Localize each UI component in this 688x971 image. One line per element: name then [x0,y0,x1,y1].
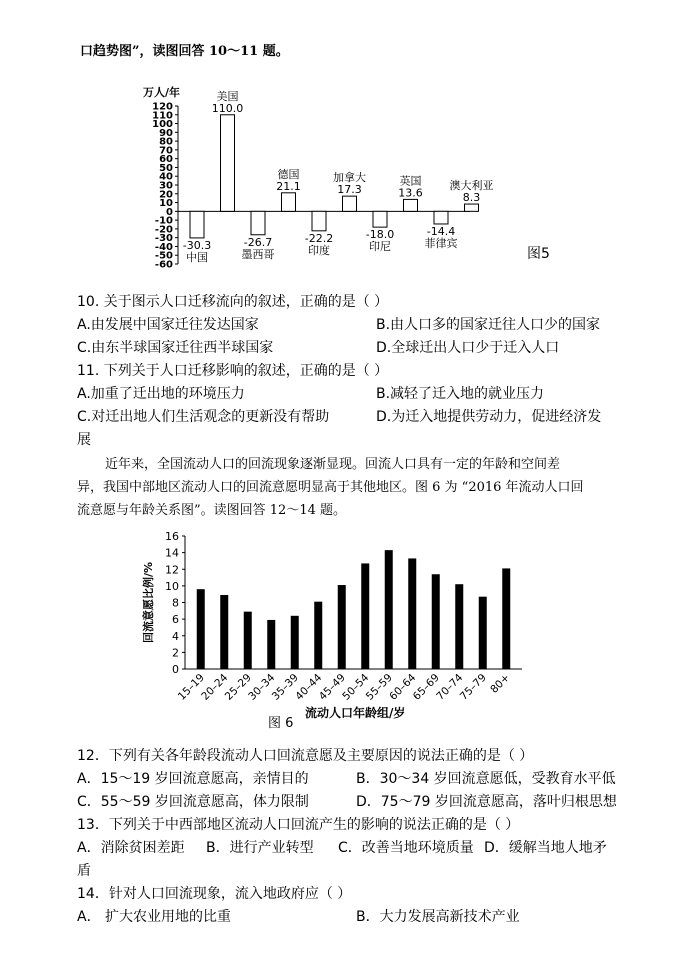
fig6-x-tick-label: 40–44 [293,671,325,703]
q11-option-d: D.为迁入地提供劳动力，促进经济发 [376,409,602,425]
fig6-x-tick-label: 45–49 [316,671,348,703]
q10-option-a: A.由发展中国家迁往发达国家 [77,317,259,333]
fig5-y-tick-label: -50 [154,250,173,262]
fig6-bar [385,550,393,669]
fig5-y-tick-label: 110 [152,110,173,122]
q12-stem: 12．下列有关各年龄段流动人口回流意愿及主要原因的说法正确的是（ ） [77,748,534,764]
fig5-country-label: 墨西哥 [241,247,275,261]
fig6-x-tick-label: 30–34 [246,671,278,703]
fig6-y-tick-label: 2 [172,646,179,660]
figure-5-chart [140,84,510,274]
fig5-value-label: 110.0 [211,101,244,115]
figure-6-chart [140,524,540,724]
fig6-x-tick-label: 25–29 [222,671,254,703]
q14-option-b: B．大力发展高新技术产业 [356,909,520,925]
fig6-x-tick-label: 50–54 [340,671,372,703]
fig6-x-tick-label: 75–79 [457,671,489,703]
fig6-x-tick-label: 35–39 [269,671,301,703]
fig6-bar [479,597,487,669]
fig6-x-tick-label: 15–19 [175,671,207,703]
fig5-bar [251,211,265,234]
fig5-unit-label: 万人/年 [143,86,181,99]
figure-5-label: 图5 [527,246,550,262]
fig5-value-label: 13.6 [398,186,423,200]
fig5-bar [190,211,204,238]
fig5-bar [404,199,418,211]
fig6-x-tick-label: 55–59 [363,671,395,703]
fig6-x-tick-label: 80+ [488,671,513,696]
fig5-y-tick-label: -60 [154,259,173,271]
q13-stem: 13．下列关于中西部地区流动人口回流产生的影响的说法正确的是（ ） [77,817,520,833]
q13-option-b: B．进行产业转型 [206,840,314,856]
q14-stem: 14．针对人口回流现象，流入地政府应（ ） [77,886,352,902]
q13-option-d: D．缓解当地人地矛 [484,840,607,856]
intro-line: 口趋势图”，读图回答 10～11 题。 [80,44,289,59]
fig5-value-label: -22.2 [304,231,334,245]
fig6-bar [220,595,228,669]
fig5-value-label: 17.3 [337,183,362,197]
passage-line-2: 异，我国中部地区流动人口的回流意愿明显高于其他地区。图 6 为 “2016 年流动人口回 [77,480,584,495]
fig5-country-label: 菲律宾 [424,236,458,250]
fig5-y-tick-label: 50 [159,162,173,174]
fig6-y-tick-label: 16 [165,530,179,543]
fig6-bar [314,602,322,669]
q11-option-c: C.对迁出地人们生活观念的更新没有帮助 [77,409,330,425]
q11-option-b: B.减轻了迁入地的就业压力 [376,386,545,402]
fig6-y-tick-label: 10 [165,579,179,593]
fig6-bar [502,568,510,669]
fig6-bar [291,616,299,669]
fig6-x-tick-label: 65–69 [410,671,442,703]
fig5-country-label: 中国 [186,250,208,264]
fig6-x-tick-label: 70–74 [434,671,466,703]
fig6-y-tick-label: 0 [172,663,179,676]
fig6-bar [408,558,416,669]
fig5-value-label: -26.7 [243,235,273,249]
fig5-bar [221,115,235,212]
fig5-bar [312,211,326,230]
fig5-bar [343,196,357,211]
fig5-value-label: -30.3 [182,238,212,252]
fig5-y-tick-label: -40 [154,241,173,253]
q12-option-d: D．75～79 岁回流意愿高，落叶归根思想 [356,794,617,810]
figure-6-label: 图 6 [268,716,294,731]
fig5-country-label: 美国 [216,89,239,103]
fig5-y-tick-label: 60 [159,154,173,166]
q10-option-b: B.由人口多的国家迁往人口少的国家 [376,317,601,333]
fig5-y-tick-label: 0 [166,206,173,218]
fig6-y-tick-label: 12 [165,563,179,577]
fig6-y-tick-label: 14 [165,546,179,560]
passage-line-3: 流意愿与年龄关系图”。读图回答 12～14 题。 [77,503,346,518]
q12-option-c: C．55～59 岁回流意愿高，体力限制 [77,794,309,810]
fig6-bar [432,574,440,669]
fig5-y-tick-label: 90 [159,127,173,139]
q13-option-c: C．改善当地环境质量 [338,840,474,856]
fig6-y-tick-label: 8 [172,596,179,610]
fig5-country-label: 澳大利亚 [449,179,494,193]
fig5-value-label: 21.1 [276,179,301,193]
fig5-bar [465,204,479,211]
fig6-bar [197,589,205,669]
fig6-y-tick-label: 4 [172,629,179,643]
fig5-y-tick-label: 20 [159,189,173,201]
fig6-bar [338,585,346,669]
fig5-y-tick-label: 10 [159,198,173,210]
fig5-value-label: 8.3 [462,191,481,205]
fig5-y-tick-label: -30 [154,233,173,245]
fig5-bar [434,211,448,224]
fig6-bar [361,563,369,669]
fig5-country-label: 印尼 [369,240,391,254]
fig5-value-label: -18.0 [365,228,395,242]
fig5-y-tick-label: 40 [159,171,173,183]
fig6-y-axis-label: 回流意愿比例/% [142,561,155,644]
fig5-y-tick-label: 80 [159,136,173,148]
q13-option-d-continued: 盾 [77,863,91,879]
q11-option-a: A.加重了迁出地的环境压力 [77,386,245,402]
fig6-y-tick-label: 6 [172,613,179,627]
fig5-country-label: 英国 [399,174,422,188]
fig6-x-tick-label: 20–24 [199,671,231,703]
passage-line-1: 近年来，全国流动人口的回流现象逐渐显现。回流人口具有一定的年龄和空间差 [105,457,561,472]
fig6-bar [455,584,463,669]
figure-6-xlabel: 流动人口年龄组/岁 [305,706,406,720]
fig5-y-tick-label: -10 [154,215,173,227]
q14-option-a: A． 扩大农业用地的比重 [77,909,232,925]
q10-option-d: D.全球迁出人口少于迁入人口 [376,340,560,356]
fig5-bar [373,211,387,227]
fig6-x-tick-label: 60–64 [387,671,419,703]
fig5-bar [282,193,296,212]
fig5-y-tick-label: 120 [152,101,173,113]
fig5-value-label: -14.4 [426,224,456,238]
q10-stem: 10. 关于图示人口迁移流向的叙述，正确的是（ ） [77,294,389,310]
fig6-bar [267,620,275,669]
q12-option-b: B．30～34 岁回流意愿低，受教育水平低 [356,771,616,787]
fig5-country-label: 加拿大 [333,171,366,185]
q10-option-c: C.由东半球国家迁往西半球国家 [77,340,274,356]
q12-option-a: A．15～19 岁回流意愿高，亲情目的 [77,771,309,787]
fig5-y-tick-label: 30 [159,180,173,192]
q11-option-d-continued: 展 [77,432,91,448]
q11-stem: 11. 下列关于人口迁移影响的叙述，正确的是（ ） [77,363,389,379]
fig5-country-label: 德国 [277,167,300,181]
fig5-y-tick-label: 70 [159,145,173,157]
fig5-y-tick-label: -20 [154,224,173,236]
fig6-bar [244,612,252,669]
fig5-country-label: 印度 [308,243,330,257]
q13-option-a: A．消除贫困差距 [77,840,185,856]
fig5-y-tick-label: 100 [152,119,173,131]
